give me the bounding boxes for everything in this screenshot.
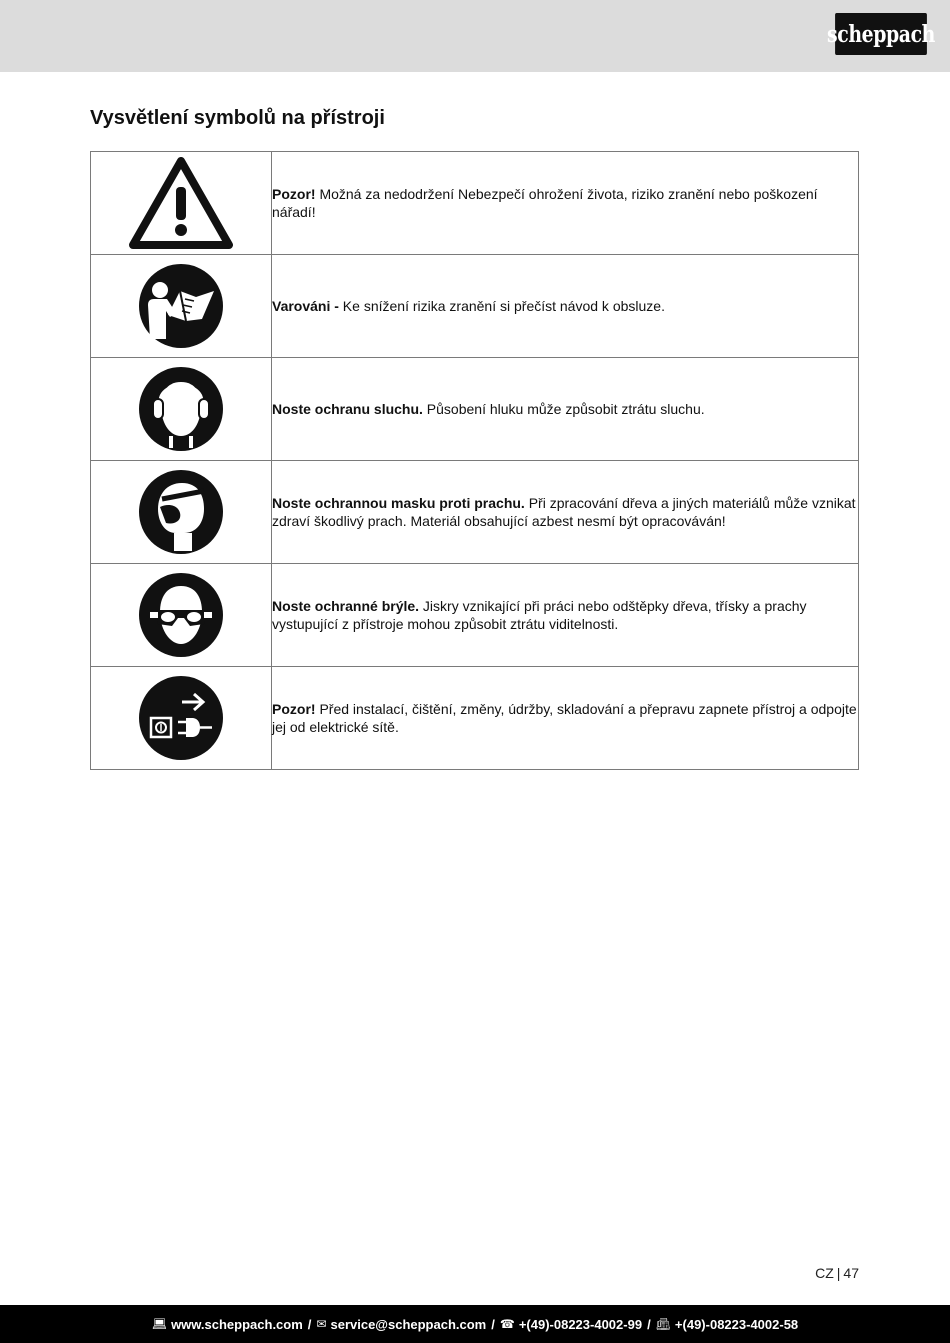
symbol-text: Ke snížení rizika zranění si přečíst návod k obsluze. (338, 298, 665, 314)
footer-divider: / (491, 1316, 495, 1332)
symbol-text: Působení hluku může způsobit ztrátu sluchu. (422, 401, 705, 417)
brand-logo (827, 13, 935, 55)
safety-goggles-icon (138, 572, 224, 658)
table-row (91, 152, 859, 255)
footer-fax: +(49)-08223-4002-58 (674, 1316, 799, 1332)
page-title: Vysvětlení symbolů na přístroji (90, 107, 385, 129)
email-icon: ✉︎ (316, 1317, 327, 1331)
footer-website[interactable]: www.scheppach.com (171, 1316, 303, 1332)
page-number-divider: | (836, 1265, 841, 1281)
footer-email[interactable]: service@scheppach.com (330, 1316, 487, 1332)
table-row (91, 667, 859, 770)
symbol-label: Varováni - (272, 298, 339, 314)
table-row (91, 564, 859, 667)
symbol-text: Před instalací, čištění, změny, údržby, skladování a přepravu zapnete přístroj a odpojte jej od elektrické sítě. (272, 701, 857, 735)
symbol-description (272, 255, 859, 358)
read-manual-icon (138, 263, 224, 349)
ear-protection-icon (138, 366, 224, 452)
header-bar (0, 0, 950, 72)
symbol-text: Možná za nedodržení Nebezpečí ohrožení života, riziko zranění nebo poškození nářadí! (272, 186, 818, 220)
symbol-description (272, 461, 859, 564)
footer-phone: +(49)-08223-4002-99 (518, 1316, 643, 1332)
symbol-text: Jiskry vznikající při práci nebo odštěpky dřeva, třísky a prachy vystupující z přístroje mohou způsobit ztrátu viditelnosti. (272, 598, 807, 632)
dust-mask-icon (138, 469, 224, 555)
symbol-label: Noste ochranné brýle. (272, 598, 420, 614)
phone-icon: ☎︎ (499, 1317, 515, 1331)
warning-triangle-icon (129, 157, 233, 249)
symbol-label: Noste ochranu sluchu. (272, 401, 423, 417)
symbol-description (272, 564, 859, 667)
symbol-label: Pozor! (272, 186, 316, 202)
footer-divider: / (647, 1316, 651, 1332)
unplug-icon (138, 675, 224, 761)
page-number-value: 47 (843, 1265, 859, 1281)
symbol-description (272, 152, 859, 255)
symbol-text: Při zpracování dřeva a jiných materiálů může vznikat zdraví škodlivý prach. Materiál obsahující azbest nesmí být opracováván! (272, 495, 856, 529)
computer-icon: 💻︎ (151, 1317, 168, 1331)
brand-logo-text: scheppach (827, 20, 935, 48)
table-row (91, 255, 859, 358)
symbols-table (90, 151, 859, 770)
symbol-label: Pozor! (272, 701, 316, 717)
symbol-description (272, 667, 859, 770)
footer-bar (0, 1305, 950, 1343)
symbol-label: Noste ochrannou masku proti prachu. (272, 495, 525, 511)
footer-divider: / (307, 1316, 312, 1332)
fax-icon: 📠︎ (655, 1317, 671, 1331)
page-number (815, 1265, 859, 1281)
table-row (91, 358, 859, 461)
symbol-description (272, 358, 859, 461)
table-row (91, 461, 859, 564)
page-language: CZ (815, 1265, 834, 1281)
